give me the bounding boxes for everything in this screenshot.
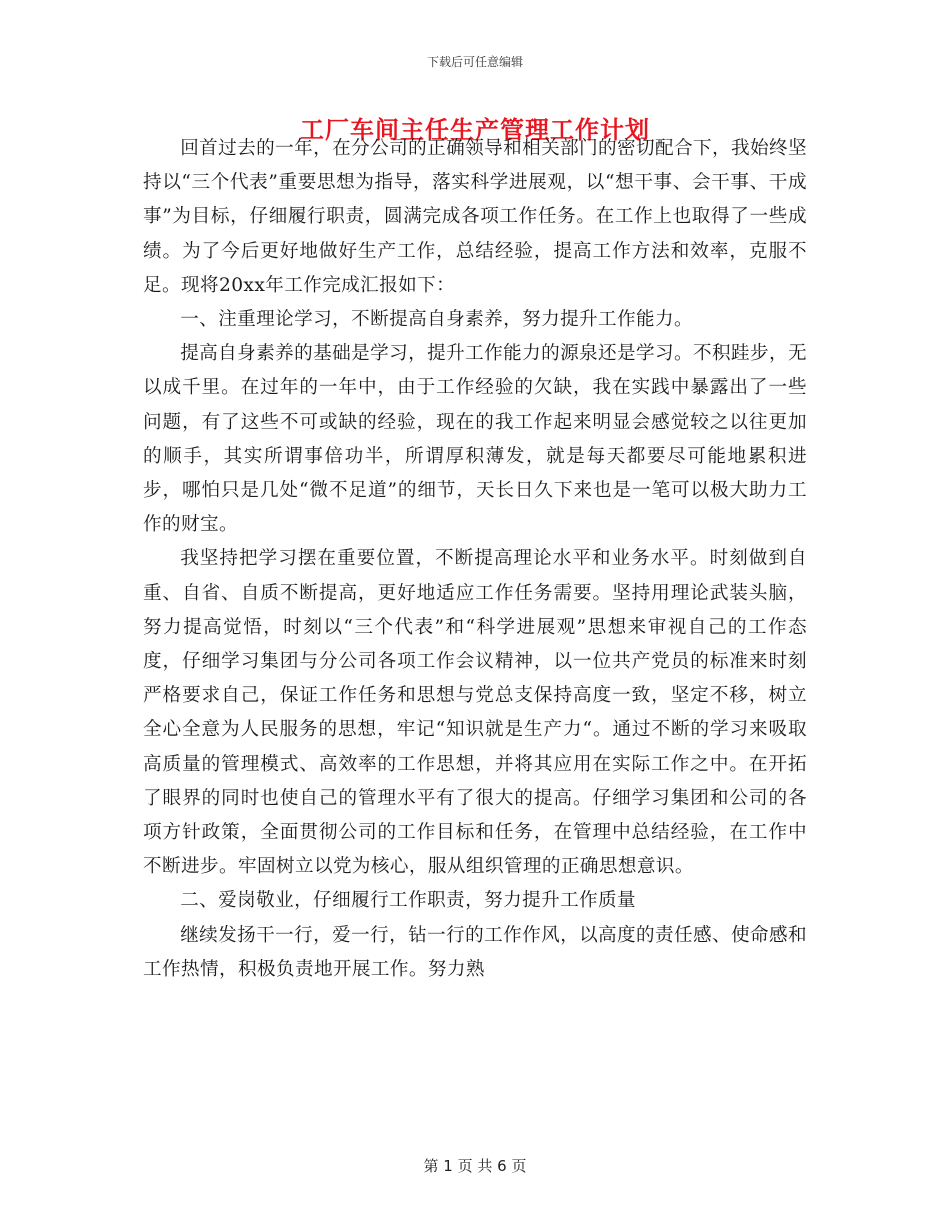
header-note: 下载后可任意编辑	[426, 55, 523, 69]
paragraph-intro: 回首过去的一年，在分公司的正确领导和相关部门的密切配合下，我始终坚持以“三个代表”重要思想为指导，落实科学进展观，以“想干事、会干事、干成事”为目标，仔细履行职责，圆满完成各项工作任务。在工作上也取得了一些成绩。为了今后更好地做好生产工作，总结经验，提高工作方法和效率，克服不足。现将20xx年工作完成汇报如下：	[143, 138, 807, 296]
paragraph-theory: 我坚持把学习摆在重要位置，不断提高理论水平和业务水平。时刻做到自重、自省、自质不断提高，更好地适应工作任务需要。坚持用理论武装头脑，努力提高觉悟，时刻以“三个代表”和“科学进展观”思想来审视自己的工作态度，仔细学习集团与分公司各项工作会议精神，以一位共产党员的标准来时刻严格要求自己，保证工作任务和思想与党总支保持高度一致，坚定不移，树立全心全意为人民服务的思想，牢记“知识就是生产力“。通过不断的学习来吸取高质量的管理模式、高效率的工作思想，并将其应用在实际工作之中。在开拓了眼界的同时也使自己的管理水平有了很大的提高。仔细学习集团和公司的各项方针政策，全面贯彻公司的工作目标和任务，在管理中总结经验，在工作中不断进步。牢固树立以党为核心，服从组织管理的正确思想意识。	[143, 548, 807, 878]
section-heading-1: 一、注重理论学习，不断提高自身素养，努力提升工作能力。	[180, 309, 694, 331]
document-body	[143, 132, 807, 987]
page-number: 第 1 页 共 6 页	[423, 1157, 527, 1175]
paragraph-study: 提高自身素养的基础是学习，提升工作能力的源泉还是学习。不积跬步，无以成千里。在过年的一年中，由于工作经验的欠缺，我在实践中暴露出了一些问题，有了这些不可或缺的经验，现在的我工作起来明显会感觉较之以往更加的顺手，其实所谓事倍功半，所谓厚积薄发，就是每天都要尽可能地累积进步，哪怕只是几处“微不足道”的细节，天长日久下来也是一笔可以极大助力工作的财宝。	[143, 343, 807, 536]
section-heading-2: 二、爱岗敬业，仔细履行工作职责，努力提升工作质量	[180, 890, 637, 912]
paragraph-dedication: 继续发扬干一行，爱一行，钻一行的工作作风，以高度的责任感、使命感和工作热情，积极负责地开展工作。努力熟	[143, 924, 807, 980]
document-title: 工厂车间主任生产管理工作计划	[300, 116, 650, 144]
